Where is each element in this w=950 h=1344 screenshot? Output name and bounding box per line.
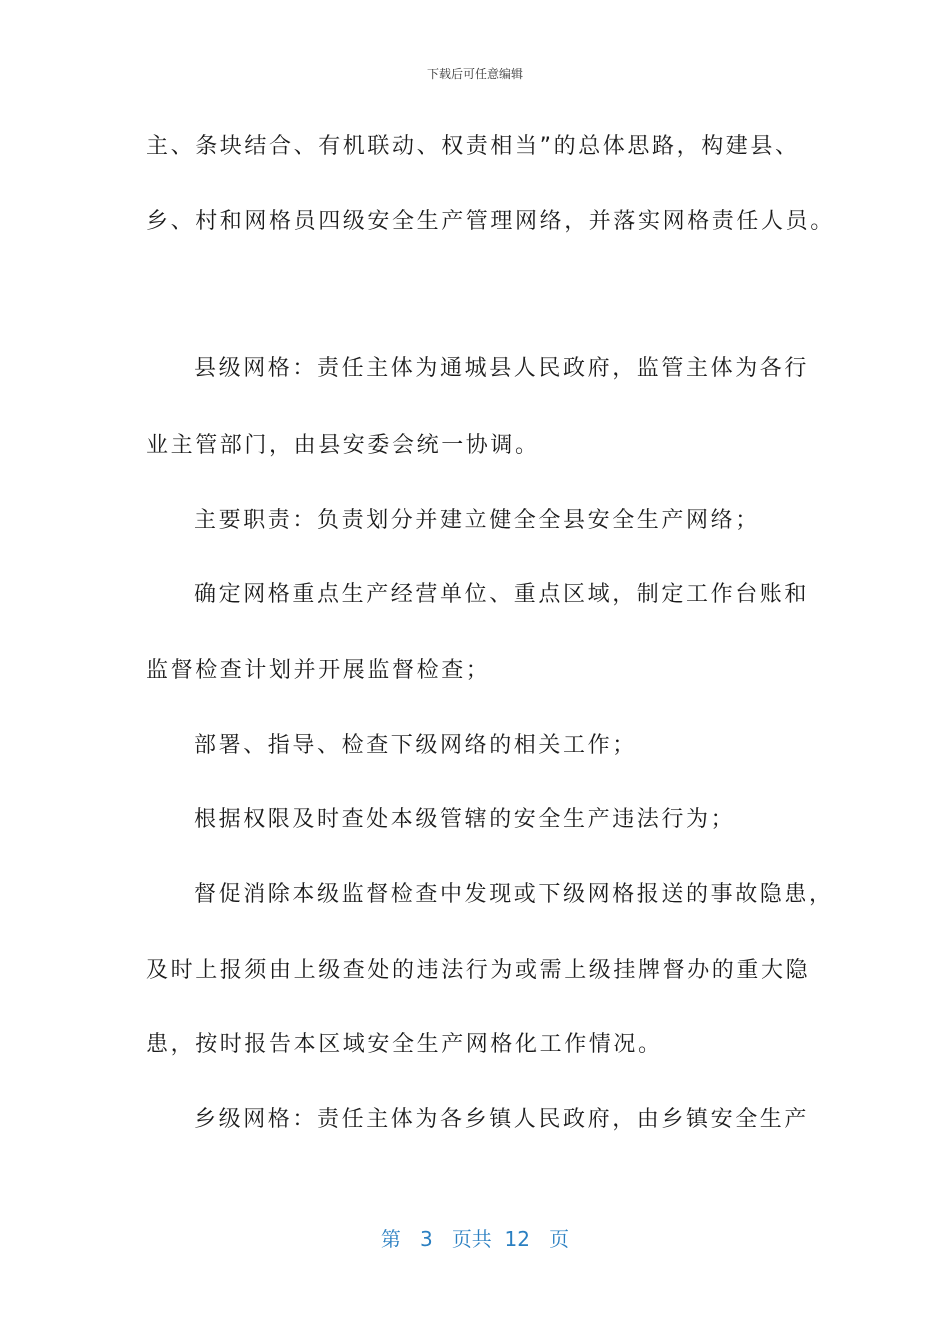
- paragraph-line: 主、条块结合、有机联动、权责相当”的总体思路，构建县、: [146, 134, 800, 159]
- paragraph-line: 县级网格：责任主体为通城县人民政府，监管主体为各行: [194, 356, 810, 381]
- paragraph-line: 及时上报须由上级查处的违法行为或需上级挂牌督办的重大隐: [146, 958, 811, 983]
- footer-suffix: 页: [549, 1227, 570, 1251]
- paragraph-line: 业主管部门，由县安委会统一协调。: [146, 433, 540, 458]
- page-number-footer: [0, 1226, 950, 1252]
- footer-middle: 页共: [451, 1227, 492, 1251]
- paragraph-line: 确定网格重点生产经营单位、重点区域，制定工作台账和: [194, 582, 810, 607]
- paragraph-line: 部署、指导、检查下级网络的相关工作；: [194, 733, 637, 758]
- total-pages-number: 12: [504, 1227, 530, 1251]
- paragraph-line: 乡级网格：责任主体为各乡镇人民政府，由乡镇安全生产: [194, 1107, 810, 1132]
- paragraph-line: 监督检查计划并开展监督检查；: [146, 658, 491, 683]
- paragraph-line: 根据权限及时查处本级管辖的安全生产违法行为；: [194, 807, 736, 832]
- current-page-number: 3: [420, 1227, 433, 1251]
- footer-prefix: 第: [380, 1227, 401, 1251]
- page-header: 下载后可任意编辑: [426, 67, 523, 81]
- paragraph-line: 乡、村和网格员四级安全生产管理网络，并落实网格责任人员。: [146, 209, 835, 234]
- paragraph-line: 督促消除本级监督检查中发现或下级网格报送的事故隐患，: [194, 882, 834, 907]
- paragraph-line: 主要职责：负责划分并建立健全全县安全生产网络；: [194, 508, 760, 533]
- paragraph-line: 患，按时报告本区域安全生产网格化工作情况。: [146, 1032, 663, 1057]
